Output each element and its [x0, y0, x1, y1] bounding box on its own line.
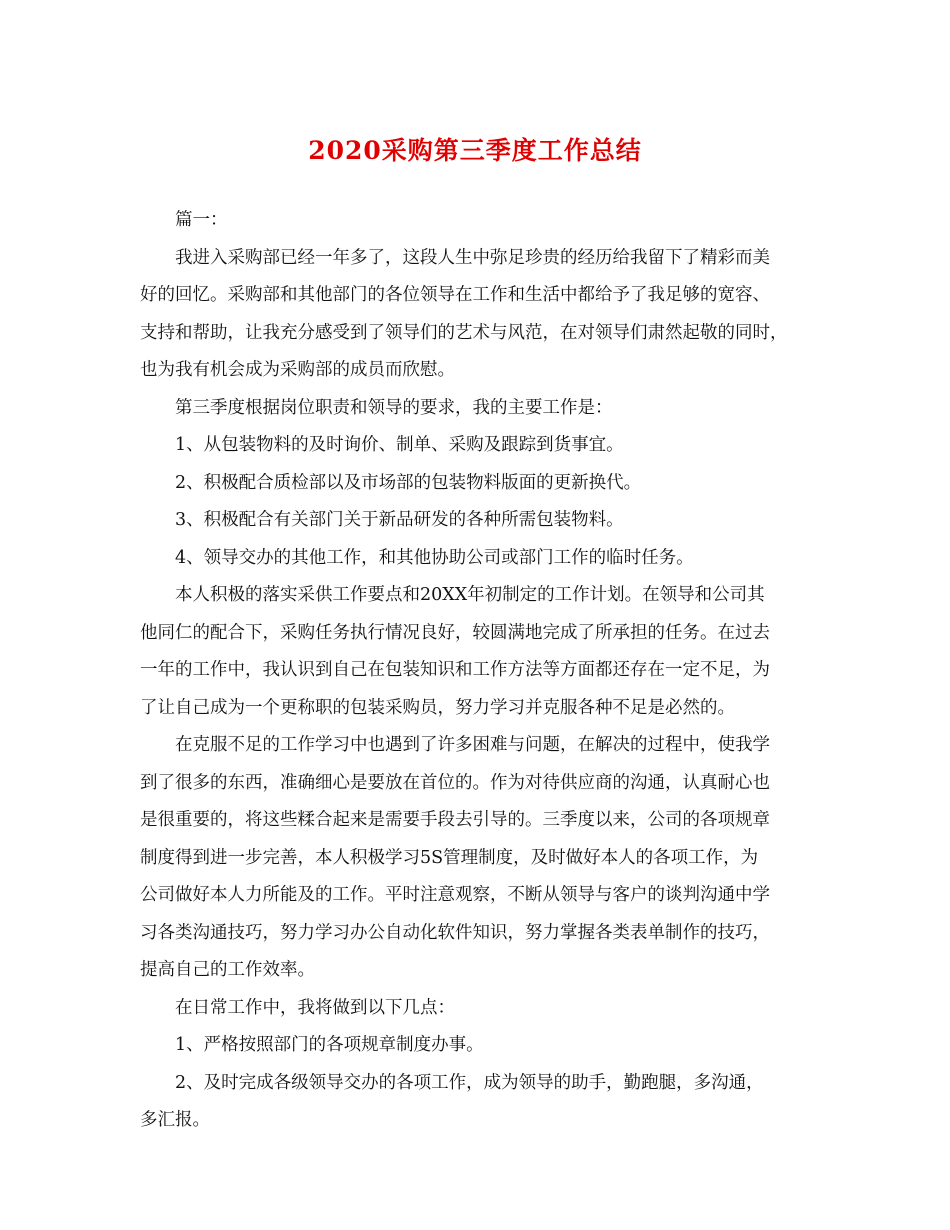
text-line: 2、及时完成各级领导交办的各项工作，成为领导的助手，勤跑腿，多沟通，: [175, 1072, 764, 1093]
text-line: 我进入采购部已经一年多了，这段人生中弥足珍贵的经历给我留下了精彩而美: [175, 247, 770, 268]
text-line: 2、积极配合质检部以及市场部的包装物料版面的更新换代。: [175, 472, 642, 493]
text-line: 1、从包装物料的及时询价、制单、采购及跟踪到货事宜。: [175, 435, 624, 455]
text-line: 篇一：: [175, 210, 228, 230]
text-line: 1、严格按照部门的各项规章制度办事。: [175, 1035, 484, 1055]
text-line: 4、领导交办的其他工作，和其他协助公司或部门工作的临时任务。: [175, 547, 694, 568]
text-line: 多汇报。: [140, 1110, 210, 1130]
text-line: 第三季度根据岗位职责和领导的要求，我的主要工作是：: [175, 397, 613, 418]
text-line: 提高自己的工作效率。: [140, 960, 315, 980]
text-line: 在克服不足的工作学习中也遇到了许多困难与问题，在解决的过程中，使我学: [175, 735, 770, 755]
text-line: 了让自己成为一个更称职的包装采购员，努力学习并克服各种不足是必然的。: [140, 697, 735, 718]
text-line: 支持和帮助，让我充分感受到了领导们的艺术与风范，在对领导们肃然起敬的同时，: [140, 322, 788, 343]
document-title: 2020采购第三季度工作总结: [308, 136, 642, 165]
text-line: 一年的工作中，我认识到自己在包装知识和工作方法等方面都还存在一定不足，为: [140, 660, 770, 680]
text-line: 好的回忆。采购部和其他部门的各位领导在工作和生活中都给予了我足够的宽容、: [140, 285, 770, 305]
text-line: 是很重要的，将这些糅合起来是需要手段去引导的。三季度以来，公司的各项规章: [140, 810, 770, 830]
text-line: 公司做好本人力所能及的工作。平时注意观察，不断从领导与客户的谈判沟通中学: [140, 885, 770, 905]
text-line: 到了很多的东西，准确细心是要放在首位的。作为对待供应商的沟通，认真耐心也: [140, 772, 770, 793]
text-line: 习各类沟通技巧，努力学习办公自动化软件知识，努力掌握各类表单制作的技巧，: [140, 922, 770, 943]
document-body: [140, 202, 820, 1140]
text-line: 也为我有机会成为采购部的成员而欣慰。: [140, 360, 455, 380]
text-line: 本人积极的落实采供工作要点和20XX年初制定的工作计划。在领导和公司其: [175, 585, 765, 605]
text-line: 在日常工作中，我将做到以下几点：: [175, 997, 455, 1018]
text-line: 制度得到进一步完善，本人积极学习5S管理制度，及时做好本人的各项工作，为: [140, 847, 759, 868]
text-line: 3、积极配合有关部门关于新品研发的各种所需包装物料。: [175, 510, 624, 530]
text-line: 他同仁的配合下，采购任务执行情况良好，较圆满地完成了所承担的任务。在过去: [140, 622, 770, 643]
